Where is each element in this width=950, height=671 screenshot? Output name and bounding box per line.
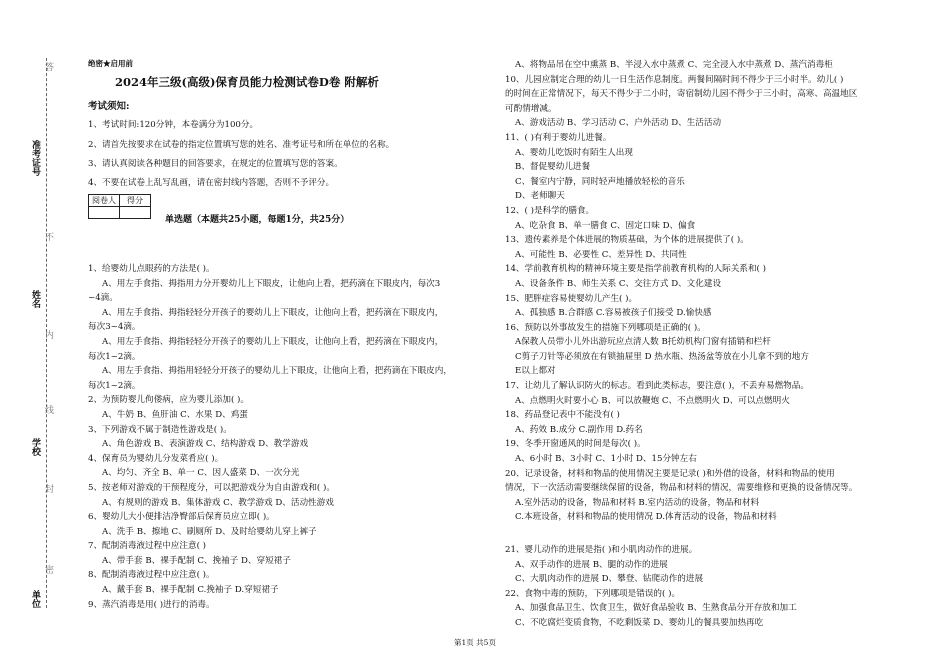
question-line: 18、药品登记表中不能没有( ) <box>505 410 620 421</box>
question-line: A、6小时 B、3小时 C、1小时 D、15分钟左右 <box>515 454 697 465</box>
question-line: 1、给婴幼儿点眼药的方法是( )。 <box>88 264 215 274</box>
binding-char: 密 <box>43 565 53 574</box>
question-line: A、点燃明火时要小心 B、可以放鞭炮 C、不点燃明火 D、可以点燃明火 <box>515 395 790 406</box>
question-line: C、不吃腐烂变质食物，不吃剩饭菜 D、婴幼儿的餐具要加热再吃 <box>515 617 764 628</box>
notice-item: 4、不要在试卷上乱写乱画，请在密封线内答题，否则不予评分。 <box>88 178 335 188</box>
question-line: A、用左手食指、拇指用力分开婴幼儿上下眼皮，让他向上看，把药滴在下眼皮内，每次3 <box>102 278 441 289</box>
question-line: A、洗手 B、擦地 C、刷厕所 D、及时给婴幼儿穿上裤子 <box>102 526 317 537</box>
score-table <box>88 194 151 219</box>
secret-mark: 绝密★启用前 <box>88 59 133 68</box>
notice-item: 1、考试时间:120分钟，本卷满分为100分。 <box>88 120 259 130</box>
question-line: 5、按老师对游戏的干预程度分，可以把游戏分为自由游戏和( )。 <box>88 482 335 493</box>
question-line: 6、婴幼儿大小便排洁净臀部后保育员应立即( )。 <box>88 512 275 523</box>
binding-label-admission: 准考证号 <box>30 140 40 176</box>
binding-label-name: 姓名 <box>30 290 40 308</box>
question-line: E以上都对 <box>515 366 556 377</box>
score-table-cell-grader[interactable] <box>89 207 120 219</box>
question-spacer <box>505 525 895 543</box>
question-line: A、加强食品卫生、饮食卫生，做好食品验收 B、生熟食品分开存放和加工 <box>515 603 797 614</box>
question-line: A、戴手套 B、裸手配制 C.挽袖子 D.穿短裙子 <box>102 585 279 596</box>
notice-item: 2、请首先按要求在试卷的指定位置填写您的姓名、准考证号和所在单位的名称。 <box>88 140 395 150</box>
question-line: B、督促婴幼儿进餐 <box>515 162 591 173</box>
binding-char: 内 <box>43 330 53 339</box>
question-line: A、孤独感 B.合群感 C.容易被孩子们接受 D.愉快感 <box>515 308 712 319</box>
left-question-column <box>88 262 488 612</box>
question-line: 3、下列游戏不属于制造性游戏是( )。 <box>88 424 232 435</box>
question-line: A、可能性 B、必要性 C、差异性 D、共同性 <box>515 249 687 260</box>
question-line: A、均匀、齐全 B、单一 C、因人盛菜 D、一次分光 <box>102 468 300 479</box>
question-line: A、牛奶 B、鱼肝油 C、水果 D、鸡蛋 <box>102 409 248 420</box>
section-title: 单选题（本题共25小题，每题1分，共25分） <box>165 215 350 225</box>
question-line: 11、( )有利于婴幼儿进餐。 <box>505 132 612 143</box>
question-line: A、用左手食指、拇指轻轻分开孩子的婴幼儿上下眼皮，让他向上看，把药滴在下眼皮内， <box>102 307 444 318</box>
question-line: 22、食物中毒的预防，下列哪项是错误的( )。 <box>505 588 681 599</box>
question-line: A、带手套 B、裸手配制 C、挽袖子 D、穿短裙子 <box>102 555 291 566</box>
binding-char: 答 <box>43 62 53 71</box>
question-line: 7、配制消毒液过程中应注意( ) <box>88 541 207 552</box>
question-line: C剪子刀针等必须放在有锁抽屉里 D 热水瓶、热汤盆等放在小儿拿不到的地方 <box>515 351 809 362</box>
question-line: 可酌情增减。 <box>505 103 557 114</box>
question-line: ~4滴。 <box>88 293 118 304</box>
question-line: 10、儿园应制定合理的幼儿一日生活作息制度。两餐间隔时间不得少于三小时半。幼儿( ) <box>505 74 844 85</box>
question-line: 15、肥胖症容易使婴幼儿产生( )。 <box>505 293 638 304</box>
question-line: A、将物品吊在空中熏蒸 B、半浸入水中蒸煮 C、完全浸入水中蒸煮 D、蒸汽消毒柜 <box>515 60 833 70</box>
question-line: A、角色游戏 B、表演游戏 C、结构游戏 D、教学游戏 <box>102 439 309 450</box>
question-line: A、用左手食指、拇指轻轻分开孩子的婴幼儿上下眼皮，让他向上看，把药滴在下眼皮内， <box>102 336 444 347</box>
question-line: 13、遗传素养是个体进展的物质基础，为个体的进展提供了( )。 <box>505 235 749 246</box>
question-line: 每次1~2滴。 <box>88 351 141 362</box>
question-line: 每次3~4滴。 <box>88 322 141 333</box>
right-question-column <box>505 58 895 631</box>
question-line: A保教人员带小儿外出游玩应点清人数 B托幼机构门窗有插销和栏杆 <box>515 337 771 348</box>
question-line: 17、让幼儿了解认识防火的标志。看到此类标志，要注意( )，不丢弃易燃物品。 <box>505 381 809 392</box>
question-line: A、设备条件 B、师生关系 C、交往方式 D、文化建设 <box>515 278 722 289</box>
question-line: 19、冬季开窗通风的时间是每次( )。 <box>505 439 646 450</box>
score-table-header-score: 得分 <box>120 195 151 207</box>
page-footer: 第1页 共5页 <box>454 638 496 647</box>
binding-label-unit: 单位 <box>30 590 40 608</box>
question-line: 12、( )是科学的膳食。 <box>505 205 595 216</box>
notice-item: 3、请认真阅读各种题目的回答要求，在规定的位置填写您的答案。 <box>88 159 343 169</box>
binding-label-school: 学校 <box>30 438 40 456</box>
question-line: 21、婴儿动作的进展是指( )和小肌肉动作的进展。 <box>505 545 698 555</box>
question-line: A、吃杂食 B、单一膳食 C、固定口味 D、偏食 <box>515 220 696 231</box>
question-line: 20、记录设备，材料和物品的使用情况主要是记录( )和外借的设备，材料和物品的使用 <box>505 468 835 479</box>
question-line: C.本班设备，材料和物品的使用情况 D.体育活动的设备，物品和材料 <box>515 512 777 523</box>
question-line: C、大肌肉动作的进展 D、攀登、钻爬动作的进展 <box>515 574 704 585</box>
question-line: 9、蒸汽消毒是用( )进行的消毒。 <box>88 599 215 610</box>
question-line: A、有规则的游戏 B、集体游戏 C、教学游戏 D、活动性游戏 <box>102 497 334 508</box>
binding-char: 线 <box>43 405 53 414</box>
page-title: 2024年三级(高级)保育员能力检测试卷D卷 附解析 <box>115 75 379 89</box>
score-table-header-grader: 阅卷人 <box>89 195 120 207</box>
notice-heading: 考试须知: <box>88 101 130 112</box>
binding-char: 封 <box>43 484 53 493</box>
question-line: A、药效 B.成分 C.副作用 D.药名 <box>515 424 643 435</box>
question-line: 14、学前教育机构的精神环境主要是指学前教育机构的人际关系和( ) <box>505 264 766 275</box>
question-line: A、婴幼儿吃饭时有陌生人出现 <box>515 147 633 158</box>
binding-char: 不 <box>43 232 53 241</box>
question-line: 的时间在正常情况下，每天不得少于二小时，寄宿制幼儿园不得少于三小时，高寒、高温地区 <box>505 89 858 100</box>
question-line: A、用左手食指、拇指用轻轻分开孩子的婴幼儿上下眼皮，让他向上看，把药滴在下眼皮内， <box>102 366 452 377</box>
question-line: A、双手动作的进展 B、腿的动作的进展 <box>515 559 668 570</box>
score-table-cell-score[interactable] <box>120 207 151 219</box>
question-line: 16、预防以外事故发生的措施下列哪项是正确的( )。 <box>505 322 706 333</box>
question-line: A、游戏活动 B、学习活动 C、户外活动 D、生活活动 <box>515 118 722 129</box>
question-line: C、餐室内宁静，同时轻声地播放轻松的音乐 <box>515 176 685 187</box>
question-line: 情况，下一次活动需要继续保留的设备，物品和材料的情况，需要维修和更换的设备情况等。 <box>505 483 858 494</box>
question-line: A.室外活动的设备，物品和材料 B.室内活动的设备，物品和材料 <box>515 497 760 508</box>
question-line: 8、配制消毒液过程中应注意( )。 <box>88 570 215 581</box>
question-line: 2、为预防婴儿佝偻病，应为婴儿添加( )。 <box>88 395 249 406</box>
question-line: 每次1~2滴。 <box>88 380 141 391</box>
question-line: 4、保育员为婴幼儿分发菜肴应( )。 <box>88 453 224 464</box>
question-line: D、老师聊天 <box>515 191 565 202</box>
